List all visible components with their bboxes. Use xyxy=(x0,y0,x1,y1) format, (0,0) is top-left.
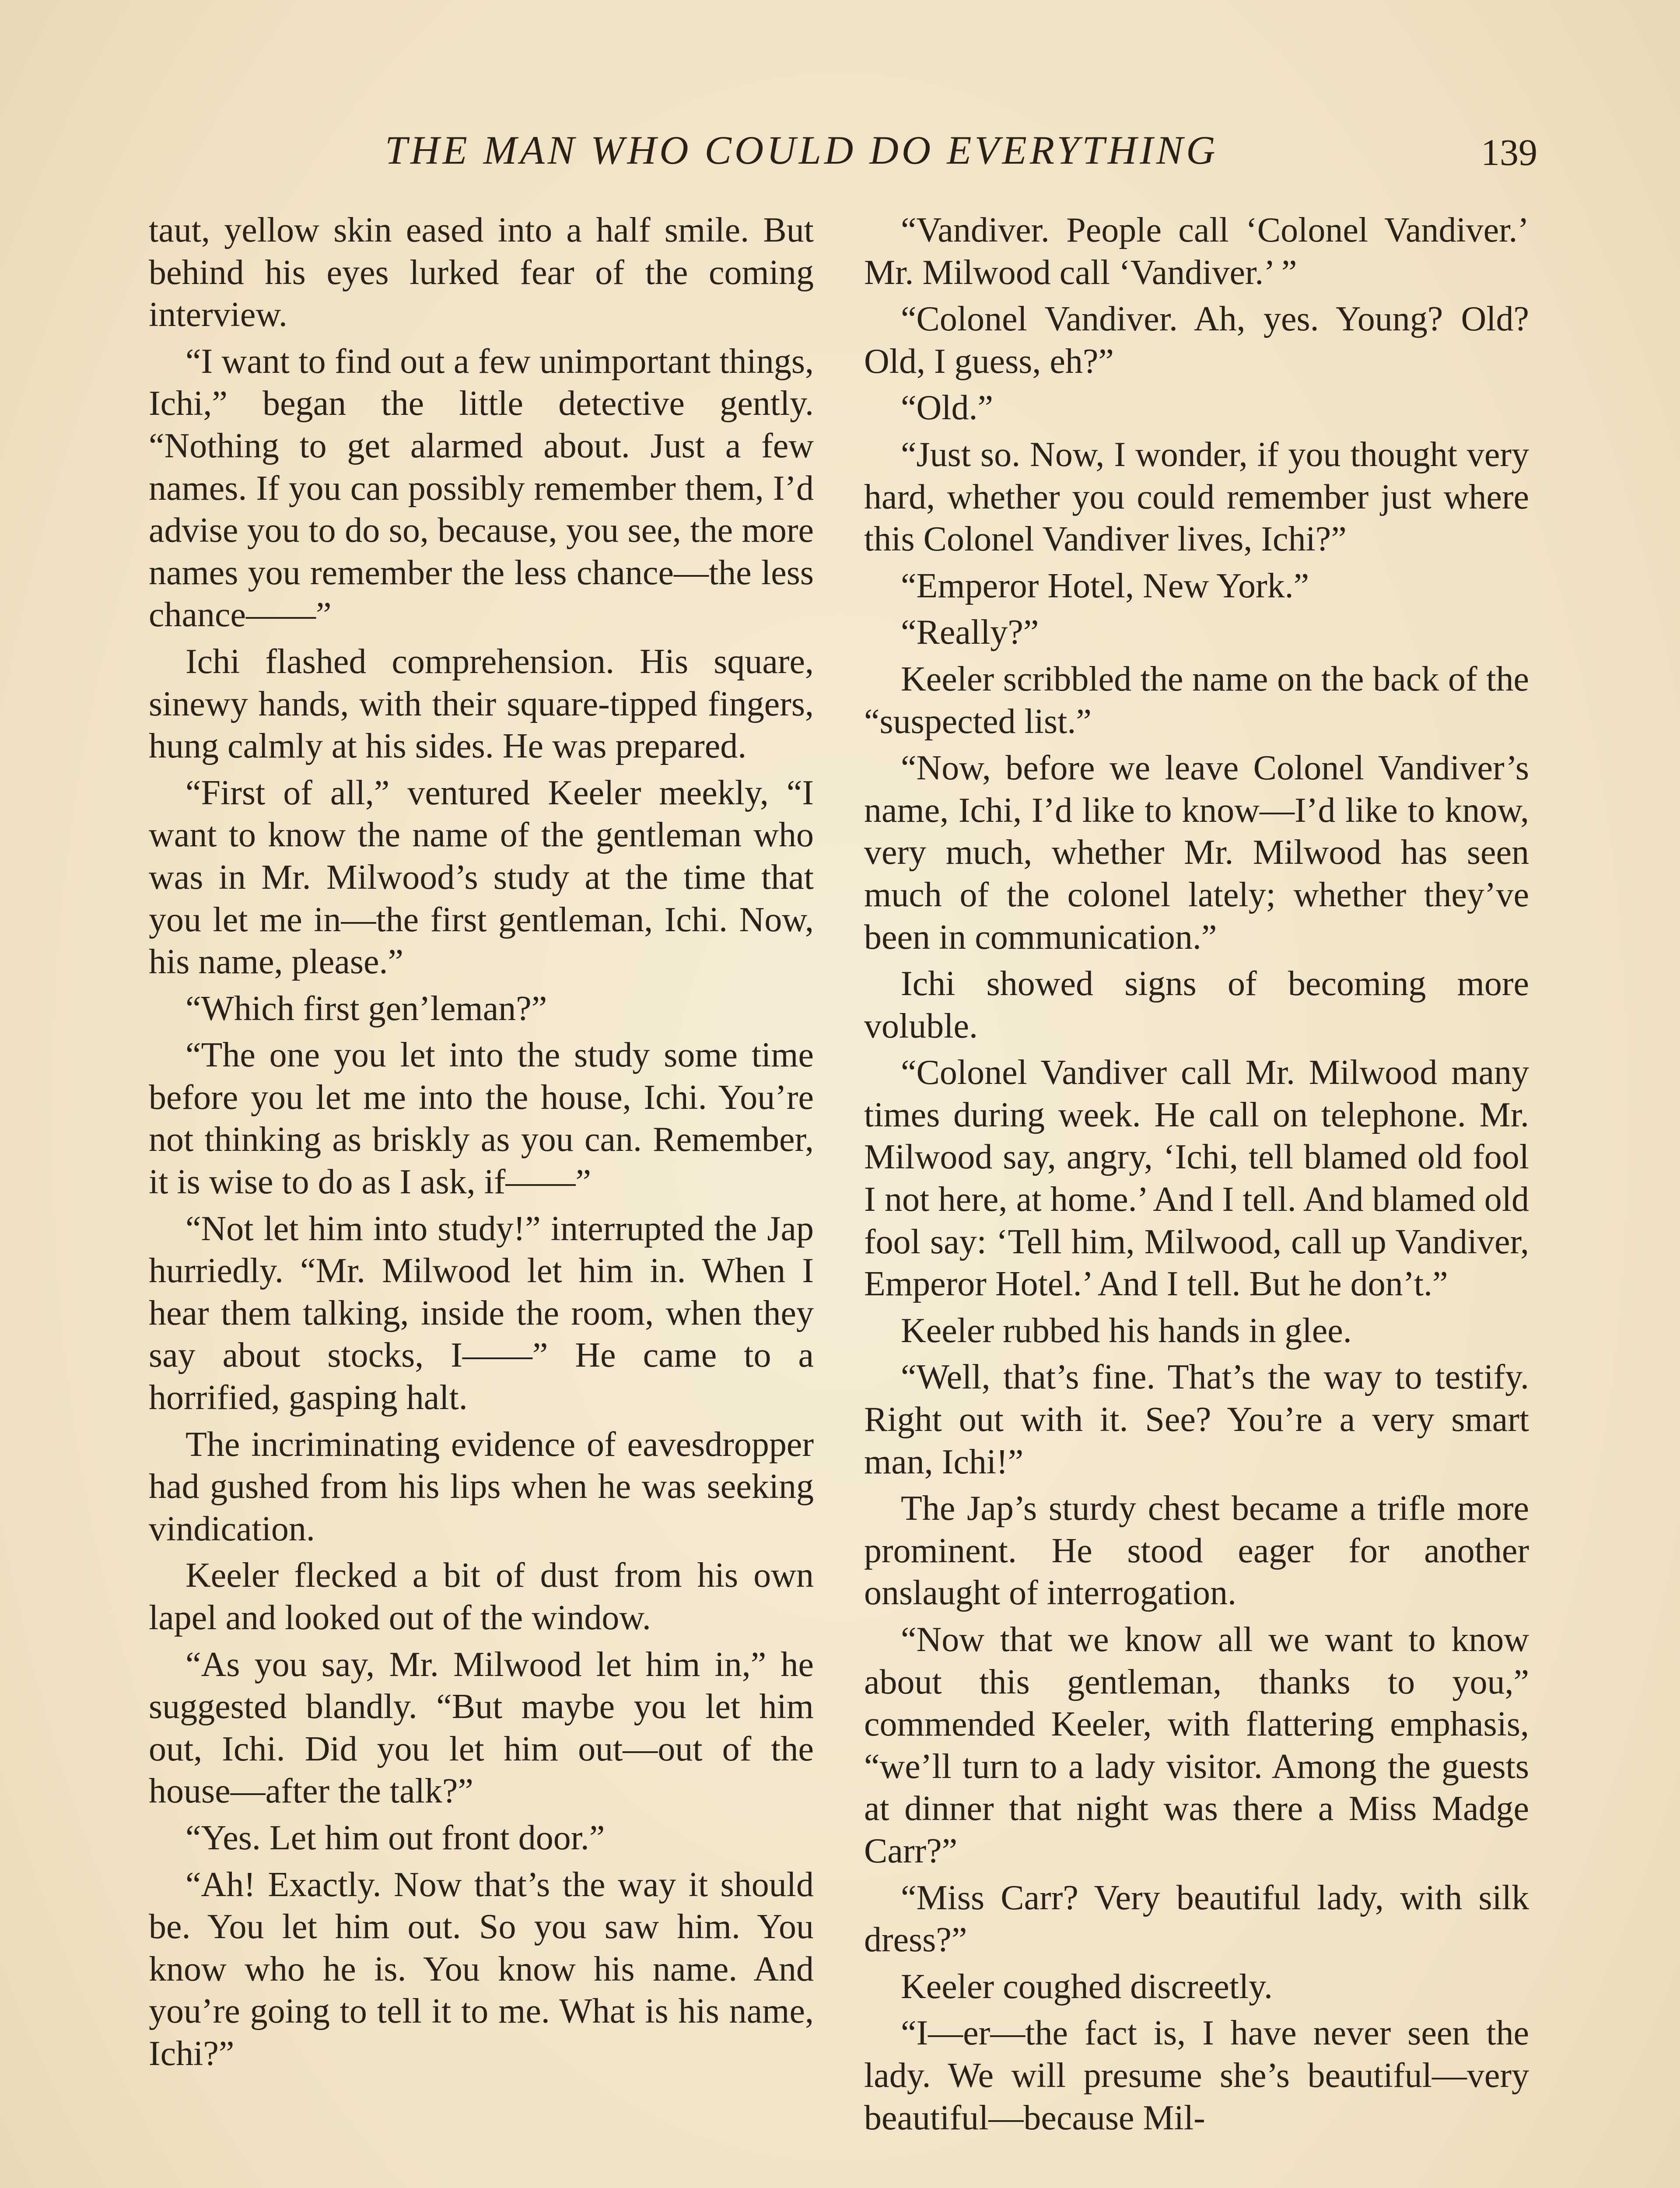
paragraph: “I—er—the fact is, I have never seen the lady. We will presume she’s beautiful—very beautiful—because Mil- xyxy=(864,2014,1529,2137)
paragraph: “Well, that’s fine. That’s the way to testify. Right out with it. See? You’re a very smart man, Ichi!” xyxy=(864,1358,1529,1481)
paragraph: “Emperor Hotel, New York.” xyxy=(901,566,1309,605)
running-title: THE MAN WHO COULD DO EVERYTHING xyxy=(385,128,1218,172)
paragraph: Ichi showed signs of becoming more voluble. xyxy=(864,964,1529,1045)
paragraph: “Miss Carr? Very beautiful lady, with silk dress?” xyxy=(864,1878,1529,1960)
paragraph: “Old.” xyxy=(901,389,994,428)
paragraph: The incriminating evidence of eavesdropper had gushed from his lips when he was seeking vindication. xyxy=(149,1425,814,1548)
right-column xyxy=(864,209,1529,2139)
paragraph: “Now, before we leave Colonel Vandiver’s name, Ichi, I’d like to know—I’d like to know, very much, whether Mr. Milwood has seen much of the colonel lately; whether they’ve been in communication.” xyxy=(864,749,1529,957)
paragraph: Keeler rubbed his hands in glee. xyxy=(901,1311,1352,1350)
paragraph: “Really?” xyxy=(901,613,1039,652)
paragraph: “Ah! Exactly. Now that’s the way it should be. You let him out. So you saw him. You know who he is. You know his name. And you’re going to tell it to me. What is his name, Ichi?” xyxy=(149,1865,814,2073)
paragraph: “Yes. Let him out front door.” xyxy=(186,1818,605,1857)
paragraph: Keeler flecked a bit of dust from his own lapel and looked out of the window. xyxy=(149,1556,814,1637)
paragraph: “Which first gen’leman?” xyxy=(186,989,547,1028)
paragraph: “I want to find out a few unimportant things, Ichi,” began the little detective gently. “Nothing to get alarmed about. Just a few names. If you can possibly remember them, I’d advise you to do so, because, you see, the more names you remember the less chance—the less chance——” xyxy=(149,342,814,635)
running-head xyxy=(0,127,1680,193)
paragraph: “Just so. Now, I wonder, if you thought very hard, whether you could remember just where this Colonel Vandiver lives, Ichi?” xyxy=(864,435,1529,559)
paragraph: “Colonel Vandiver. Ah, yes. Young? Old? Old, I guess, eh?” xyxy=(864,300,1529,381)
page-number: 139 xyxy=(1481,131,1537,173)
paragraph: “Not let him into study!” interrupted the Jap hurriedly. “Mr. Milwood let him in. When I hear them talking, inside the room, when they say about stocks, I——” He came to a horrified, gasping halt. xyxy=(149,1209,814,1417)
paragraph: Ichi flashed comprehension. His square, sinewy hands, with their square-tipped fingers, hung calmly at his sides. He was prepared. xyxy=(149,642,814,766)
paragraph: Keeler scribbled the name on the back of the “suspected list.” xyxy=(864,659,1529,741)
paragraph: “Colonel Vandiver call Mr. Milwood many times during week. He call on telephone. Mr. Milwood say, angry, ‘Ichi, tell blamed old fool I not here, at home.’ And I tell. And blamed old fool say: ‘Tell him, Milwood, call up Vandiver, Emperor Hotel.’ And I tell. But he don’t.” xyxy=(864,1053,1529,1304)
paragraph: The Jap’s sturdy chest became a trifle more prominent. He stood eager for another onslaught of interrogation. xyxy=(864,1489,1529,1613)
paragraph: Keeler coughed discreetly. xyxy=(901,1967,1273,2006)
paragraph: “As you say, Mr. Milwood let him in,” he suggested blandly. “But maybe you let him out, Ichi. Did you let him out—out of the house—after the talk?” xyxy=(149,1645,814,1811)
paragraph: taut, yellow skin eased into a half smile. But behind his eyes lurked fear of the coming interview. xyxy=(149,211,814,334)
paragraph: “Vandiver. People call ‘Colonel Vandiver.’ Mr. Milwood call ‘Vandiver.’ ” xyxy=(864,211,1529,292)
paragraph: “The one you let into the study some time before you let me into the house, Ichi. You’re not thinking as briskly as you can. Remember, it is wise to do as I ask, if——” xyxy=(149,1036,814,1202)
paragraph: “Now that we know all we want to know about this gentleman, thanks to you,” commended Keeler, with flattering emphasis, “we’ll turn to a lady visitor. Among the guests at dinner that night was there a Miss Madge Carr?” xyxy=(864,1620,1529,1870)
left-column xyxy=(149,209,814,2075)
paragraph: “First of all,” ventured Keeler meekly, “I want to know the name of the gentleman who was in Mr. Milwood’s study at the time that you let me in—the first gentleman, Ichi. Now, his name, please.” xyxy=(149,773,814,982)
